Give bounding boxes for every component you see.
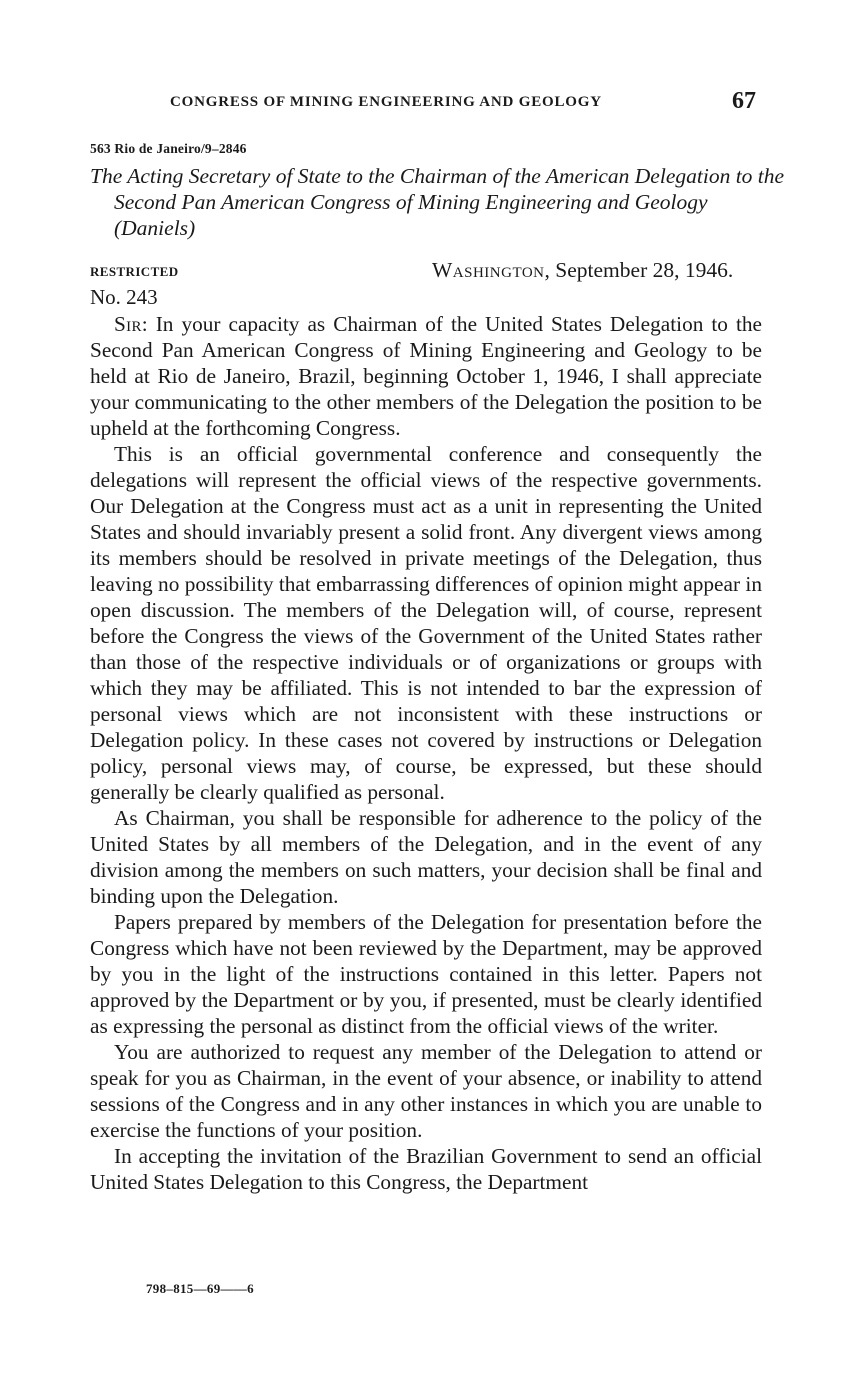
body-paragraph-3: As Chairman, you shall be responsible for adherence to the policy of the United States by all members of the Delegation, and in the event of any division among the members on such matters, your decision shall be final and binding upon the Delegation. [90, 806, 762, 908]
document-number: No. 243 [90, 285, 158, 309]
body-paragraph-1 [90, 311, 762, 441]
document-reference: 563 Rio de Janeiro/9–2846 [90, 141, 247, 156]
salutation: Sir [114, 312, 142, 336]
dateline [432, 258, 733, 283]
classification-label: RESTRICTED [90, 264, 179, 279]
document-title: The Acting Secretary of State to the Chairman of the American Delegation to the Second Pan American Congress of Mining Engineering and Geology (Daniels) [90, 164, 785, 240]
body-paragraph-4: Papers prepared by members of the Delegation for presentation before the Congress which have not been reviewed by the Department, may be approved by you in the light of the instructions contained in this letter. Papers not approved by the Department or by you, if presented, must be clearly identified as expressing the personal as distinct from the official views of the writer. [90, 910, 762, 1038]
paragraph-text: : In your capacity as Chairman of the United States Delegation to the Second Pan American Congress of Mining Engineering and Geology to be held at Rio de Janeiro, Brazil, beginning October 1, 1946, I shall appreciate your communicating to the other members of the Delegation the position to be upheld at the forthcoming Congress. [90, 312, 762, 440]
dateline-date: , September 28, 1946. [544, 258, 734, 282]
body-paragraph-5: You are authorized to request any member of the Delegation to attend or speak for you as Chairman, in the event of your absence, or inability to attend sessions of the Congress and in any other instances in which you are unable to exercise the functions of your position. [90, 1040, 762, 1142]
dateline-place: Washington [432, 258, 545, 282]
printer-signature: 798–815—69——6 [146, 1281, 254, 1296]
running-head: CONGRESS OF MINING ENGINEERING AND GEOLOGY [170, 94, 602, 110]
body-paragraph-2: This is an official governmental conference and consequently the delegations will represent the official views of the respective governments. Our Delegation at the Congress must act as a unit in representing the United States and should invariably present a solid front. Any divergent views among its members should be resolved in private meetings of the Delegation, thus leaving no possibility that embarrassing differences of opinion might appear in open discussion. The members of the Delegation will, of course, represent before the Congress the views of the Government of the United States rather than those of the respective individuals or of organizations or groups with which they may be affiliated. This is not intended to bar the expression of personal views which are not inconsistent with these instructions or Delegation policy. In these cases not covered by instructions or Delegation policy, personal views may, of course, be expressed, but these should generally be clearly qualified as personal. [90, 442, 762, 804]
letter-body [90, 311, 762, 1195]
body-paragraph-6: In accepting the invitation of the Brazilian Government to send an official United States Delegation to this Congress, the Department [90, 1144, 762, 1194]
page-number: 67 [732, 88, 756, 114]
